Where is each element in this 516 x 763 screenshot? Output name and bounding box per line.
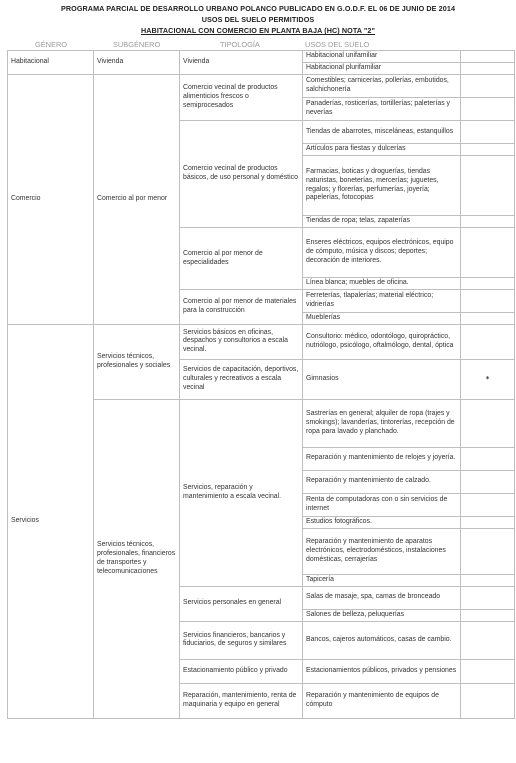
mark-cell [461,51,515,63]
mark-cell [461,493,515,516]
column-header-tipologia: TIPOLOGÍA [220,40,260,49]
uso-cell: Artículos para fiestas y dulcerías [303,144,461,156]
uso-cell: Gimnasios [303,359,461,399]
uso-cell: Ferreterías, tlapalerías; material eléctrico; vidrierías [303,290,461,313]
uso-cell: Habitacional unifamiliar [303,51,461,63]
tipologia-cell: Servicios de capacitación, deportivos, culturales y recreativos a escala vecinal [180,359,303,399]
tipologia-cell: Comercio al por menor de materiales para la construcción [180,290,303,325]
uso-cell: Reparación y mantenimiento de equipos de cómputo [303,683,461,718]
mark-cell [461,278,515,290]
tipologia-cell: Comercio vecinal de productos básicos, de uso personal y doméstico [180,121,303,228]
mark-cell [461,574,515,586]
table-row [8,324,515,359]
land-use-table [7,50,515,719]
uso-cell: Mueblerías [303,313,461,325]
uso-cell: Bancos, cajeros automáticos, casas de cambio. [303,621,461,659]
mark-cell [461,609,515,621]
mark-cell [461,144,515,156]
uso-cell: Tiendas de abarrotes, misceláneas, estanquillos [303,121,461,144]
mark-cell [461,98,515,121]
uso-cell: Enseres eléctricos, equipos electrónicos, equipo de cómputo, música y discos; deportes; decoración de interiores. [303,228,461,278]
zone-title: HABITACIONAL CON COMERCIO EN PLANTA BAJA (HC) NOTA "2" [140,26,376,35]
uso-cell: Reparación y mantenimiento de aparatos electrónicos, electrodomésticos, instalaciones domésticas, cerrajerías [303,528,461,574]
uso-cell: Tiendas de ropa; telas, zapaterías [303,216,461,228]
uso-cell: Consultorio: médico, odontólogo, quiropráctico, nutriólogo, psicólogo, oftalmólogo, dental, óptica [303,324,461,359]
asterisk-mark: * [461,359,515,399]
subgenero-cell: Servicios técnicos, profesionales y sociales [94,324,180,399]
mark-cell [461,313,515,325]
mark-cell [461,447,515,470]
uso-cell: Habitacional plurifamiliar [303,63,461,75]
column-header-usos: USOS DEL SUELO [305,40,370,49]
tipologia-cell: Servicios, reparación y mantenimiento a escala vecinal. [180,399,303,586]
mark-cell [461,75,515,98]
mark-cell [461,621,515,659]
mark-cell [461,470,515,493]
uso-cell: Salas de masaje, spa, camas de bronceado [303,586,461,609]
subgenero-cell: Servicios técnicos, profesionales, financieros de transportes y telecomunicaciones [94,399,180,718]
mark-cell [461,586,515,609]
document-subtitle: USOS DEL SUELO PERMITIDOS [201,15,315,24]
uso-cell: Comestibles; carnicerías, pollerías, embutidos, salchichonería [303,75,461,98]
genero-cell: Servicios [8,324,94,718]
mark-cell [461,528,515,574]
mark-cell [461,399,515,447]
tipologia-cell: Comercio vecinal de productos alimenticios frescos o semiprocesados [180,75,303,121]
tipologia-cell: Estacionamiento público y privado [180,659,303,683]
uso-cell: Estacionamientos públicos, privados y pensiones [303,659,461,683]
uso-cell: Línea blanca; muebles de oficina. [303,278,461,290]
mark-cell [461,659,515,683]
tipologia-cell: Servicios financieros, bancarios y fiduciarios, de seguros y similares [180,621,303,659]
uso-cell: Tapicería [303,574,461,586]
tipologia-cell: Vivienda [180,51,303,75]
uso-cell: Reparación y mantenimiento de relojes y joyería. [303,447,461,470]
subgenero-cell: Vivienda [94,51,180,75]
tipologia-cell: Servicios personales en general [180,586,303,621]
mark-cell [461,683,515,718]
tipologia-cell: Servicios básicos en oficinas, despachos y consultorios a escala vecinal. [180,324,303,359]
subgenero-cell: Comercio al por menor [94,75,180,325]
mark-cell [461,156,515,216]
mark-cell [461,121,515,144]
mark-cell [461,216,515,228]
uso-cell: Estudios fotográficos. [303,516,461,528]
uso-cell: Sastrerías en general; alquiler de ropa (trajes y smokings); lavanderías, tintorerías, recepción de ropa para lavado y planchado. [303,399,461,447]
genero-cell: Habitacional [8,51,94,75]
genero-cell: Comercio [8,75,94,325]
uso-cell: Farmacias, boticas y droguerías, tiendas naturistas, boneterías, mercerías; juguetes, regalos; y florerías, perfumerías, joyería; papelerías, fotocopias [303,156,461,216]
mark-cell [461,324,515,359]
column-header-subgenero: SUBGÉNERO [113,40,161,49]
mark-cell [461,63,515,75]
uso-cell: Panaderías, rosticerías, tortillerías; paleterías y neverías [303,98,461,121]
uso-cell: Salones de belleza, peluquerías [303,609,461,621]
document-title: PROGRAMA PARCIAL DE DESARROLLO URBANO POLANCO PUBLICADO EN G.O.D.F. EL 06 DE JUNIO DE 2014 [60,4,456,13]
mark-cell [461,516,515,528]
table-row [8,75,515,98]
mark-cell [461,290,515,313]
tipologia-cell: Reparación, mantenimiento, renta de maquinaria y equipo en general [180,683,303,718]
mark-cell [461,228,515,278]
table-row [8,51,515,63]
uso-cell: Renta de computadoras con o sin servicios de internet [303,493,461,516]
tipologia-cell: Comercio al por menor de especialidades [180,228,303,290]
uso-cell: Reparación y mantenimiento de calzado. [303,470,461,493]
column-header-genero: GÉNERO [35,40,68,49]
